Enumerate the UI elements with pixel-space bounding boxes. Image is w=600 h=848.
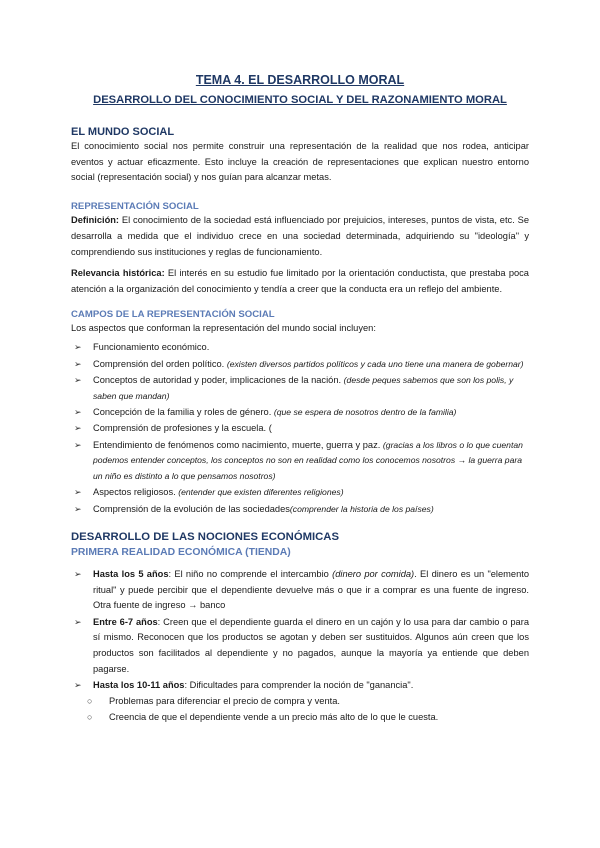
list-item bbox=[71, 485, 529, 501]
arrow-bullet-icon: ➢ bbox=[74, 503, 82, 514]
list-item-text: Concepción de la familia y roles de género. bbox=[93, 406, 274, 417]
definicion-label: Definición: bbox=[71, 215, 120, 226]
arrow-bullet-icon: ➢ bbox=[74, 679, 82, 690]
document-title: TEMA 4. EL DESARROLLO MORAL bbox=[195, 73, 405, 87]
list-item-note: (que se espera de nosotros dentro de la familia) bbox=[273, 406, 457, 417]
list-item-text: Comprensión del orden político. bbox=[93, 358, 227, 369]
arrow-bullet-icon: ➢ bbox=[74, 487, 82, 498]
paragraph-mundo-social: El conocimiento social nos permite construir una representación de la realidad que nos rodea, anticipar eventos y actuar eficazmente. Esto incluye la creación de representaciones que explican nuestro entorno social (representación social) y nos guían para alcanzar metas. bbox=[71, 141, 529, 183]
sub-list-item-text: Problemas para diferenciar el precio de compra y venta. bbox=[109, 696, 340, 707]
list-item bbox=[71, 357, 529, 373]
section-heading-campos: CAMPOS DE LA REPRESENTACIÓN SOCIAL bbox=[71, 308, 275, 320]
paragraph-relevancia bbox=[71, 266, 529, 297]
list-item-text: Aspectos religiosos. bbox=[93, 487, 179, 498]
list-item-text: Entendimiento de fenómenos como nacimiento, muerte, guerra y paz. bbox=[93, 439, 383, 450]
section-heading-economicas: DESARROLLO DE LAS NOCIONES ECONÓMICAS bbox=[71, 530, 340, 543]
list-item bbox=[71, 438, 529, 485]
list-item-note: (dinero por comida) bbox=[332, 568, 415, 579]
list-item-note: (entender que existen diferentes religiones) bbox=[178, 487, 344, 498]
list-item bbox=[71, 678, 529, 694]
section-heading-representacion: REPRESENTACIÓN SOCIAL bbox=[71, 201, 199, 213]
list-item bbox=[71, 405, 529, 421]
list-item-text-continued: . El dinero es un "elemento ritual" y puede percibir que el dependiente devuelve más o que ir a comprar es una fuente de ingreso. Otra fuente de ingreso → banco bbox=[93, 568, 529, 611]
list-item bbox=[71, 340, 529, 356]
relevancia-text: El interés en su estudio fue limitado por la orientación conductista, que prestaba poca atención a la organización del conocimiento y tendía a creer que la conducta era un reflejo del ambiente. bbox=[71, 268, 529, 294]
circle-bullet-icon: ○ bbox=[87, 696, 93, 707]
economicas-sublist bbox=[71, 694, 529, 725]
definicion-text: El conocimiento de la sociedad está influenciado por prejuicios, intereses, puntos de vista, etc. Se desarrolla a medida que el individuo crece en una sociedad determinada, adquiriendo su "ideología" y comprendiendo sus instituciones y reglas de funcionamiento. bbox=[71, 215, 529, 257]
list-item-text: : Dificultades para comprender la noción de "ganancia". bbox=[184, 679, 414, 690]
list-item-note: (gracias a los libros o lo que cuentan podemos entender conceptos, los conceptos no son en realidad como los conocemos nosotros → la guerra para un niño es distinto a lo que pensamos nosotros) bbox=[93, 439, 523, 481]
list-item-label: Hasta los 10-11 años bbox=[93, 679, 185, 690]
list-item-text: Conceptos de autoridad y poder, implicaciones de la nación. bbox=[93, 374, 344, 385]
arrow-bullet-icon: ➢ bbox=[74, 423, 82, 434]
list-item-note: (existen diversos partidos políticos y cada uno tiene una manera de gobernar) bbox=[226, 358, 524, 369]
list-item-text: Funcionamiento económico. bbox=[93, 342, 210, 353]
list-item-text: : El niño no comprende el intercambio bbox=[168, 568, 333, 579]
arrow-bullet-icon: ➢ bbox=[74, 342, 82, 353]
arrow-bullet-icon: ➢ bbox=[74, 568, 82, 579]
economicas-list bbox=[71, 567, 529, 694]
arrow-bullet-icon: ➢ bbox=[74, 406, 82, 417]
campos-intro: Los aspectos que conforman la representación del mundo social incluyen: bbox=[71, 322, 376, 333]
list-item bbox=[71, 615, 529, 678]
list-item-label: Hasta los 5 años bbox=[93, 568, 169, 579]
subheading-tienda: PRIMERA REALIDAD ECONÓMICA (TIENDA) bbox=[71, 546, 291, 558]
list-item bbox=[71, 502, 529, 518]
list-item-label: Entre 6-7 años bbox=[93, 616, 158, 627]
list-item bbox=[71, 373, 529, 404]
list-item-text: Comprensión de la evolución de las sociedades bbox=[93, 503, 290, 514]
arrow-bullet-icon: ➢ bbox=[74, 358, 82, 369]
list-item bbox=[71, 567, 529, 614]
section-heading-mundo-social: EL MUNDO SOCIAL bbox=[71, 126, 175, 138]
arrow-bullet-icon: ➢ bbox=[74, 374, 82, 385]
sub-list-item bbox=[87, 694, 529, 710]
list-item-note: (comprender la historia de los países) bbox=[289, 503, 434, 514]
campos-list bbox=[71, 340, 529, 517]
sub-list-item bbox=[87, 710, 529, 726]
sub-list-item-text: Creencia de que el dependiente vende a un precio más alto de lo que le cuesta. bbox=[109, 711, 439, 722]
relevancia-label: Relevancia histórica: bbox=[71, 268, 165, 279]
arrow-bullet-icon: ➢ bbox=[74, 616, 82, 627]
list-item bbox=[71, 421, 529, 437]
document-subtitle: DESARROLLO DEL CONOCIMIENTO SOCIAL Y DEL RAZONAMIENTO MORAL bbox=[93, 94, 507, 106]
circle-bullet-icon: ○ bbox=[87, 711, 93, 722]
list-item-text: : Creen que el dependiente guarda el dinero en un cajón y lo usa para dar cambio o para sí mismo. Reconocen que los productos se agotan y deben ser sustituidos. Algunos aún creen que los productos son facilitados al dependiente y no pagados, aunque la mayoría ya entiende que deben pagarse. bbox=[93, 616, 529, 674]
list-item-note: (desde peques sabemos que son los polis, y saben que mandan) bbox=[93, 374, 514, 401]
paragraph-definicion bbox=[71, 213, 529, 260]
list-item-text: Comprensión de profesiones y la escuela. ( bbox=[93, 423, 272, 434]
arrow-bullet-icon: ➢ bbox=[74, 439, 82, 450]
